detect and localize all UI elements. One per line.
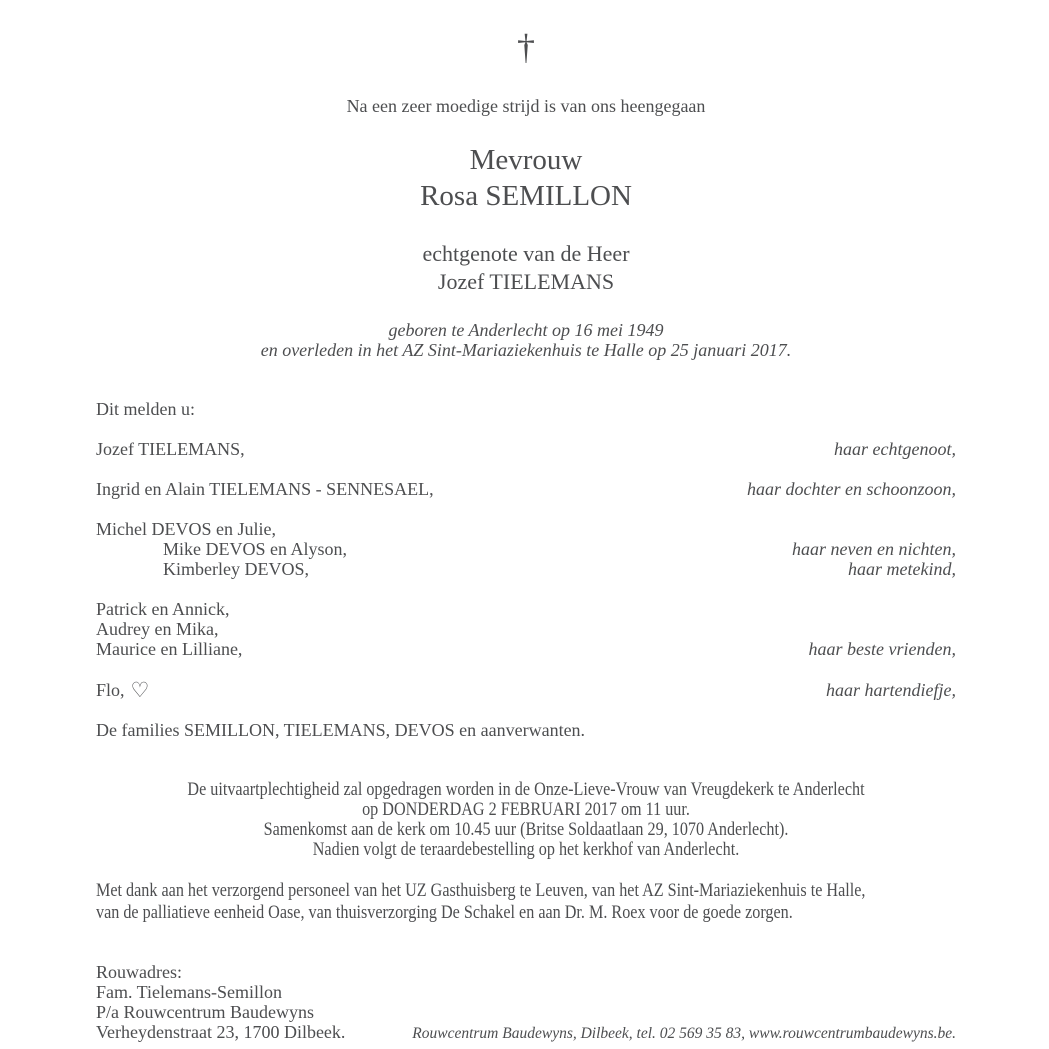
- spouse-block: [96, 240, 956, 296]
- relative-name: Ingrid en Alain TIELEMANS - SENNESAEL,: [96, 479, 434, 499]
- mourning-address-line: Fam. Tielemans-Semillon: [96, 982, 283, 1002]
- families-line: De families SEMILLON, TIELEMANS, DEVOS en aanverwanten.: [96, 720, 586, 740]
- relative-name: [96, 679, 149, 700]
- relative-relation: haar echtgenoot,: [834, 439, 956, 459]
- announcement-section: [96, 399, 956, 740]
- footer-row: [96, 1022, 956, 1044]
- relative-row: [96, 619, 956, 639]
- mourning-address-line: Verheydenstraat 23, 1700 Dilbeek.: [96, 1022, 346, 1042]
- mourning-address-line: P/a Rouwcentrum Baudewyns: [96, 1002, 314, 1022]
- ceremony-line: De uitvaartplechtigheid zal opgedragen worden in de Onze-Lieve-Vrouw van Vreugdekerk te Anderlecht: [187, 779, 865, 800]
- ceremony-line: Nadien volgt de teraardebestelling op het kerkhof van Anderlecht.: [312, 839, 740, 860]
- relative-relation: haar beste vrienden,: [808, 639, 956, 659]
- relative-relation: haar hartendiefje,: [826, 680, 956, 700]
- relative-name: Patrick en Annick,: [96, 599, 230, 619]
- relative-name: Mike DEVOS en Alyson,: [163, 539, 347, 559]
- ceremony-section: [96, 780, 956, 860]
- relative-relation: haar neven en nichten,: [792, 539, 956, 559]
- mourning-address-section: [96, 962, 956, 1044]
- mourning-address-label: Rouwadres:: [96, 962, 182, 982]
- deceased-name: Rosa SEMILLON: [420, 180, 632, 212]
- funeral-home-note: Rouwcentrum Baudewyns, Dilbeek, tel. 02 569 35 83, www.rouwcentrumbaudewyns.be.: [412, 1025, 956, 1042]
- heart-icon: ♡: [130, 678, 150, 702]
- spouse-prefix: echtgenote van de Heer: [422, 241, 630, 266]
- relative-name: Maurice en Lilliane,: [96, 639, 243, 659]
- thanks-line: Met dank aan het verzorgend personeel van het UZ Gasthuisberg te Leuven, van het AZ Sint-Mariaziekenhuis te Halle,: [96, 880, 866, 901]
- ceremony-line: op DONDERDAG 2 FEBRUARI 2017 om 11 uur.: [362, 799, 690, 820]
- cross-icon: †: [517, 27, 535, 67]
- thanks-section: [96, 880, 956, 924]
- born-line: geboren te Anderlecht op 16 mei 1949: [388, 320, 664, 340]
- spouse-name: Jozef TIELEMANS: [437, 269, 615, 294]
- relative-row: [96, 479, 956, 499]
- deceased-title: Mevrouw: [469, 144, 583, 176]
- intro-line: Na een zeer moedige strijd is van ons heengegaan: [346, 96, 706, 116]
- thanks-line: van de palliatieve eenheid Oase, van thuisverzorging De Schakel en aan Dr. M. Roex voor de goede zorgen.: [96, 902, 793, 923]
- relative-relation: haar metekind,: [848, 559, 956, 579]
- ceremony-line: Samenkomst aan de kerk om 10.45 uur (Britse Soldaatlaan 29, 1070 Anderlecht).: [263, 819, 789, 840]
- died-line: en overleden in het AZ Sint-Mariaziekenhuis te Halle op 25 januari 2017.: [260, 340, 792, 360]
- relative-name: Jozef TIELEMANS,: [96, 439, 245, 459]
- relative-row: [96, 539, 956, 559]
- relative-name: Audrey en Mika,: [96, 619, 219, 639]
- relative-row: [96, 439, 956, 459]
- relative-row: [96, 559, 956, 579]
- relative-row: [96, 639, 956, 659]
- relative-row: [96, 599, 956, 619]
- deceased-name-block: [96, 142, 956, 214]
- relative-name: Kimberley DEVOS,: [163, 559, 309, 579]
- relative-row: [96, 679, 956, 700]
- life-dates-block: [96, 320, 956, 360]
- announcement-intro: Dit melden u:: [96, 399, 195, 419]
- relative-name-text: Flo,: [96, 680, 125, 700]
- relative-relation: haar dochter en schoonzoon,: [747, 479, 956, 499]
- relative-row: [96, 519, 956, 539]
- relative-name: Michel DEVOS en Julie,: [96, 519, 276, 539]
